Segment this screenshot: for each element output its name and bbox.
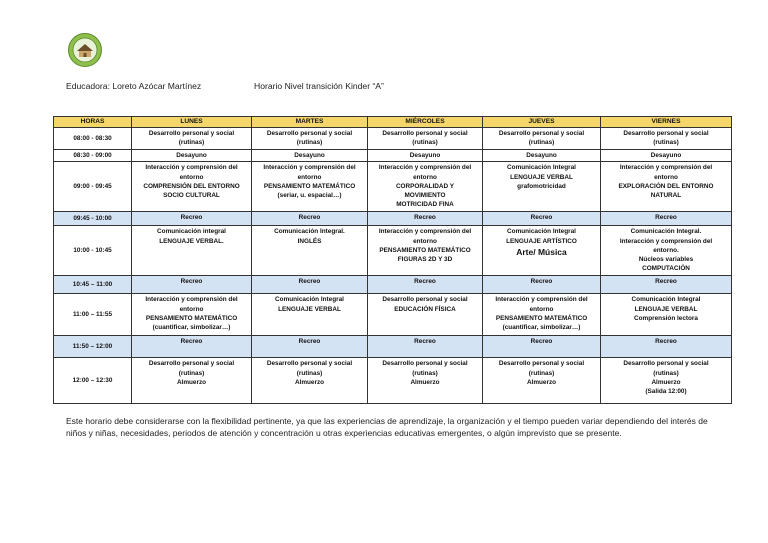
activity-cell bbox=[132, 212, 252, 226]
activity-cell bbox=[368, 276, 483, 294]
activity-cell bbox=[252, 212, 368, 226]
col-horas: HORAS bbox=[54, 117, 132, 128]
activity-text: Interacción y comprensión del entorno PENSAMIENTO MATEMÁTICO (seriar, u. espacial…) bbox=[263, 164, 356, 200]
activity-text: Interacción y comprensión del entorno PENSAMIENTO MATEMÁTICO FIGURAS 2D Y 3D bbox=[378, 228, 472, 264]
activity-cell bbox=[601, 358, 732, 404]
activity-cell bbox=[368, 212, 483, 226]
activity-text: Comunicación integral LENGUAJE VERBAL. bbox=[157, 228, 226, 245]
activity-cell bbox=[483, 212, 601, 226]
activity-text: Recreo bbox=[180, 214, 203, 222]
table-row bbox=[54, 294, 732, 336]
activity-text: Interacción y comprensión del entorno PENSAMIENTO MATEMÁTICO (cuantificar, simbolizar…) bbox=[495, 296, 588, 332]
schedule-title: Horario Nivel transición Kinder “A” bbox=[254, 81, 384, 91]
schedule-table bbox=[53, 116, 732, 404]
activity-text: Desayuno bbox=[294, 152, 325, 159]
activity-cell bbox=[601, 276, 732, 294]
activity-cell bbox=[252, 358, 368, 404]
activity-text: Recreo bbox=[298, 214, 321, 222]
activity-text: Recreo bbox=[180, 338, 203, 346]
activity-cell bbox=[483, 226, 601, 276]
activity-cell bbox=[132, 128, 252, 150]
activity-text: Desarrollo personal y social (rutinas) bbox=[382, 130, 468, 147]
activity-text: Recreo bbox=[298, 278, 321, 286]
activity-cell bbox=[601, 212, 732, 226]
activity-text: Desarrollo personal y social EDUCACIÓN FÍSICA bbox=[382, 296, 468, 313]
activity-text: Recreo bbox=[298, 338, 321, 346]
activity-text: Recreo bbox=[655, 214, 677, 222]
time-cell: 09:45 - 10:00 bbox=[54, 212, 132, 226]
time-cell: 10:45 – 11:00 bbox=[54, 276, 132, 294]
activity-cell bbox=[132, 276, 252, 294]
activity-cell bbox=[483, 358, 601, 404]
footer-note: Este horario debe considerarse con la flexibilidad pertinente, ya que las experiencias de aprendizaje, la organización y el tiempo pueden variar dependiendo del interés de niños y niñas, necesidades, periodos de atención y concentración u otras experiencias educativas emergentes, o algún imprevisto que se presente. bbox=[66, 416, 708, 439]
activity-text: Desayuno bbox=[176, 152, 207, 159]
activity-cell bbox=[132, 294, 252, 336]
activity-text: Comunicación Integral LENGUAJE ARTÍSTICO bbox=[506, 228, 577, 245]
activity-cell bbox=[368, 162, 483, 212]
col-lunes: LUNES bbox=[132, 117, 252, 128]
activity-cell bbox=[132, 226, 252, 276]
activity-text: Desarrollo personal y social (rutinas) Almuerzo (Salida 12:00) bbox=[623, 360, 709, 396]
activity-cell bbox=[601, 226, 732, 276]
activity-text: Desarrollo personal y social (rutinas) bbox=[623, 130, 709, 147]
time-cell: 10:00 - 10:45 bbox=[54, 226, 132, 276]
activity-text: Recreo bbox=[530, 214, 553, 222]
school-logo-icon bbox=[68, 33, 102, 67]
col-martes: MARTES bbox=[252, 117, 368, 128]
activity-cell bbox=[483, 294, 601, 336]
activity-text: Recreo bbox=[530, 338, 553, 346]
activity-text: Interacción y comprensión del entorno CORPORALIDAD Y MOVIMIENTO MOTRICIDAD FINA bbox=[378, 164, 472, 209]
activity-cell bbox=[483, 162, 601, 212]
activity-cell bbox=[368, 150, 483, 162]
activity-text: Recreo bbox=[655, 338, 677, 346]
activity-cell bbox=[601, 336, 732, 358]
time-cell: 08:30 - 09:00 bbox=[54, 150, 132, 162]
activity-text: Desayuno bbox=[650, 152, 682, 159]
activity-text: Comunicación Integral. Interacción y comprensión del entorno. Núcleos variables COMPUTACIÓN bbox=[619, 228, 713, 273]
activity-cell bbox=[483, 150, 601, 162]
table-row bbox=[54, 162, 732, 212]
activity-text: Comunicación Integral LENGUAJE VERBAL bbox=[275, 296, 344, 313]
activity-cell bbox=[483, 128, 601, 150]
table-row bbox=[54, 336, 732, 358]
activity-text: Recreo bbox=[414, 338, 436, 346]
activity-text: Desayuno bbox=[526, 152, 557, 159]
activity-cell bbox=[483, 336, 601, 358]
activity-text: Desayuno bbox=[409, 152, 441, 159]
activity-cell bbox=[252, 150, 368, 162]
activity-text: Desarrollo personal y social (rutinas) Almuerzo bbox=[266, 360, 353, 386]
table-row bbox=[54, 212, 732, 226]
activity-cell bbox=[368, 294, 483, 336]
activity-text: Interacción y comprensión del entorno EXPLORACIÓN DEL ENTORNO NATURAL bbox=[618, 164, 714, 200]
table-header-row bbox=[54, 117, 732, 128]
col-viernes: VIERNES bbox=[601, 117, 732, 128]
activity-text: Desarrollo personal y social (rutinas) Almuerzo bbox=[382, 360, 468, 386]
activity-text: Desarrollo personal y social (rutinas) bbox=[498, 130, 585, 147]
arte-musica-label: Arte/ Música bbox=[516, 246, 567, 257]
activity-cell bbox=[132, 150, 252, 162]
activity-cell bbox=[132, 358, 252, 404]
activity-text: Desarrollo personal y social (rutinas) bbox=[148, 130, 235, 147]
activity-text: Interacción y comprensión del entorno PENSAMIENTO MATEMÁTICO (cuantificar, simbolizar…) bbox=[145, 296, 238, 332]
table-row bbox=[54, 128, 732, 150]
activity-cell bbox=[252, 276, 368, 294]
activity-text: Interacción y comprensión del entorno COMPRENSIÓN DEL ENTORNO SOCIO CULTURAL bbox=[143, 164, 240, 200]
activity-cell bbox=[252, 128, 368, 150]
activity-cell bbox=[252, 226, 368, 276]
activity-cell bbox=[368, 336, 483, 358]
time-cell: 08:00 - 08:30 bbox=[54, 128, 132, 150]
activity-text: Recreo bbox=[655, 278, 677, 286]
activity-text: Recreo bbox=[530, 278, 553, 286]
table-row bbox=[54, 150, 732, 162]
activity-text: Comunicación Integral LENGUAJE VERBAL grafomotricidad bbox=[507, 164, 576, 190]
activity-cell bbox=[368, 358, 483, 404]
activity-cell bbox=[252, 336, 368, 358]
activity-cell bbox=[252, 162, 368, 212]
activity-text: Recreo bbox=[414, 278, 436, 286]
activity-cell bbox=[601, 128, 732, 150]
activity-text: Desarrollo personal y social (rutinas) Almuerzo bbox=[148, 360, 235, 386]
activity-text: Desarrollo personal y social (rutinas) bbox=[266, 130, 353, 147]
activity-cell bbox=[601, 294, 732, 336]
activity-text: Recreo bbox=[180, 278, 203, 286]
time-cell: 11:50 – 12:00 bbox=[54, 336, 132, 358]
activity-cell bbox=[601, 162, 732, 212]
activity-cell bbox=[483, 276, 601, 294]
educadora-name: Educadora: Loreto Azócar Martínez bbox=[66, 81, 202, 91]
col-jueves: JUEVES bbox=[483, 117, 601, 128]
table-row bbox=[54, 276, 732, 294]
activity-text: Comunicación Integral LENGUAJE VERBAL Comprensión lectora bbox=[631, 296, 701, 322]
table-row bbox=[54, 226, 732, 276]
activity-cell bbox=[368, 226, 483, 276]
activity-cell bbox=[132, 162, 252, 212]
activity-cell bbox=[132, 336, 252, 358]
activity-text: Recreo bbox=[414, 214, 436, 222]
activity-cell bbox=[601, 150, 732, 162]
activity-cell bbox=[252, 294, 368, 336]
time-cell: 12:00 – 12:30 bbox=[54, 358, 132, 404]
table-row bbox=[54, 358, 732, 404]
time-cell: 11:00 – 11:55 bbox=[54, 294, 132, 336]
activity-text: Desarrollo personal y social (rutinas) Almuerzo bbox=[498, 360, 585, 386]
time-cell: 09:00 - 09:45 bbox=[54, 162, 132, 212]
col-miercoles: MIÉRCOLES bbox=[368, 117, 483, 128]
activity-cell bbox=[368, 128, 483, 150]
activity-text: Comunicación Integral. INGLÉS bbox=[274, 228, 345, 245]
